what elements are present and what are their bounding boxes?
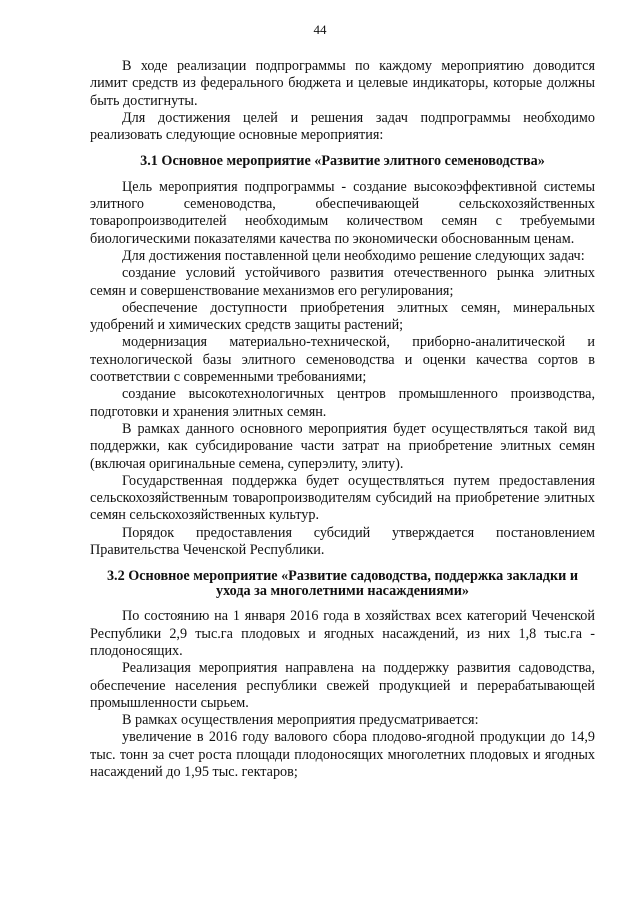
paragraph-subsidy-type: В рамках данного основного мероприятия будет осуществляться такой вид поддержки, как субсидирование части затрат на приобретение элитных семян (включая оригинальные семена, суперэлиту, элиту). <box>90 420 595 472</box>
paragraph-implementation: Реализация мероприятия направлена на поддержку развития садоводства, обеспечение населения республики свежей продукцией и перерабатывающей промышленности сырьем. <box>90 660 595 711</box>
paragraph-state-support: Государственная поддержка будет осуществляться путем предоставления сельскохозяйственным товаропроизводителям субсидий на приобретение элитных семян сельскохозяйственных культур. <box>90 472 595 524</box>
page-content <box>90 58 595 781</box>
page-number: 44 <box>313 22 327 37</box>
paragraph-goal: Цель мероприятия подпрограммы - создание высокоэффективной системы элитного семеноводства, обеспечивающей сельскохозяйственных товаропроизводителей необходимым количеством семян с требуемыми биологическими показателями качества по экономически обоснованным ценам. <box>90 178 595 247</box>
paragraph-harvest-increase: увеличение в 2016 году валового сбора плодово-ягодной продукции до 14,9 тыс. тонн за счет роста площади плодоносящих многолетних плодовых и ягодных насаждений до 1,95 тыс. гектаров; <box>90 729 595 780</box>
paragraph-plantings-status: По состоянию на 1 января 2016 года в хозяйствах всех категорий Чеченской Республики 2,9 тыс.га плодовых и ягодных насаждений, из них 1,8 тыс.га - плодоносящих. <box>90 608 595 659</box>
paragraph-task-access: обеспечение доступности приобретения элитных семян, минеральных удобрений и химических средств защиты растений; <box>90 299 595 334</box>
paragraph-provisions-intro: В рамках осуществления мероприятия предусматривается: <box>122 712 479 729</box>
paragraph-task-modernization: модернизация материально-технической, приборно-аналитической и технологической базы элитного семеноводства и оценки качества сортов в соответствии с современными требованиями; <box>90 334 595 386</box>
paragraph-task-centers: создание высокотехнологичных центров промышленного производства, подготовки и хранения элитных семян. <box>90 386 595 420</box>
section-heading-3-2: 3.2 Основное мероприятие «Развитие садоводства, поддержка закладки и ухода за многолетними насаждениями» <box>106 568 579 600</box>
paragraph-limits: В ходе реализации подпрограммы по каждому мероприятию доводится лимит средств из федерального бюджета и целевые индикаторы, которые должны быть достигнуты. <box>90 58 595 109</box>
section-heading-3-1: 3.1 Основное мероприятие «Развитие элитного семеноводства» <box>140 153 545 170</box>
paragraph-main-measures: Для достижения целей и решения задач подпрограммы необходимо реализовать следующие основные мероприятия: <box>90 109 595 144</box>
paragraph-tasks-intro: Для достижения поставленной цели необходимо решение следующих задач: <box>122 247 585 264</box>
paragraph-procedure: Порядок предоставления субсидий утверждается постановлением Правительства Чеченской Республики. <box>90 524 595 559</box>
paragraph-task-market: создание условий устойчивого развития отечественного рынка элитных семян и совершенствование механизмов его регулирования; <box>90 265 595 299</box>
